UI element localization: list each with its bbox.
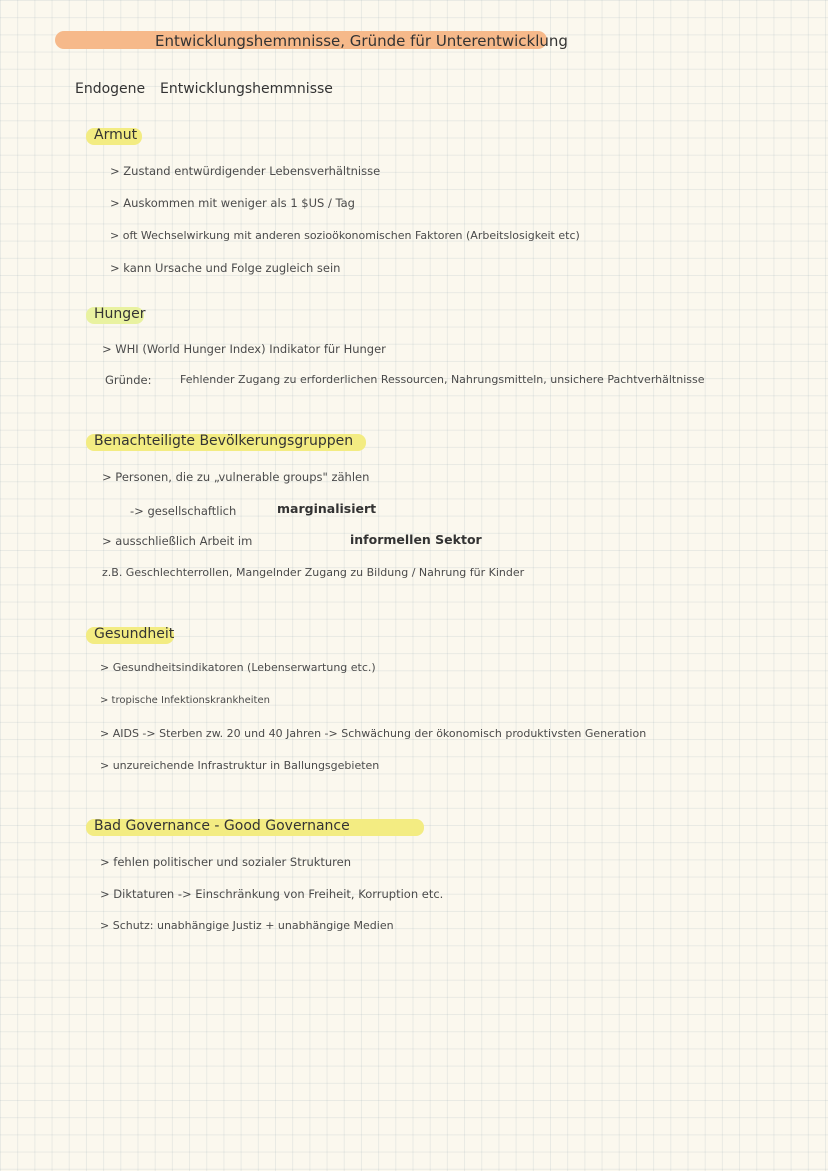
benachteiligte-line-3a: > ausschließlich Arbeit im bbox=[102, 534, 253, 548]
benachteiligte-line-2b: marginalisiert bbox=[277, 501, 377, 516]
hunger-line-1: > WHI (World Hunger Index) Indikator für Hunger bbox=[102, 342, 386, 356]
benachteiligte-line-4: z.B. Geschlechterrollen, Mangelnder Zugang zu Bildung / Nahrung für Kinder bbox=[102, 566, 525, 579]
armut-line-1: > Zustand entwürdigender Lebensverhältnisse bbox=[110, 164, 381, 178]
gesundheit-line-3: > AIDS -> Sterben zw. 20 und 40 Jahren -> Schwächung der ökonomisch produktivsten Generation bbox=[100, 727, 647, 740]
governance-line-2: > Diktaturen -> Einschränkung von Freiheit, Korruption etc. bbox=[100, 887, 444, 901]
governance-heading: Bad Governance - Good Governance bbox=[94, 818, 350, 834]
armut-line-3: > oft Wechselwirkung mit anderen sozioökonomischen Faktoren (Arbeitslosigkeit etc) bbox=[110, 229, 580, 242]
subheading-right: Entwicklungshemmnisse bbox=[160, 81, 333, 97]
page-title: Entwicklungshemmnisse, Gründe für Unterentwicklung bbox=[155, 32, 568, 50]
benachteiligte-line-2a: -> gesellschaftlich bbox=[130, 504, 237, 518]
gesundheit-line-1: > Gesundheitsindikatoren (Lebenserwartung etc.) bbox=[100, 661, 376, 674]
armut-heading: Armut bbox=[94, 127, 138, 143]
hunger-heading: Hunger bbox=[94, 306, 146, 322]
governance-line-1: > fehlen politischer und sozialer Strukturen bbox=[100, 855, 352, 869]
gesundheit-line-4: > unzureichende Infrastruktur in Ballungsgebieten bbox=[100, 759, 380, 772]
hunger-reasons-label: Gründe: bbox=[105, 373, 152, 387]
gesundheit-heading: Gesundheit bbox=[94, 626, 175, 642]
benachteiligte-line-3b: informellen Sektor bbox=[350, 532, 482, 547]
hunger-reasons: Fehlender Zugang zu erforderlichen Ressourcen, Nahrungsmitteln, unsichere Pachtverhältnisse bbox=[180, 373, 705, 386]
benachteiligte-heading: Benachteiligte Bevölkerungsgruppen bbox=[94, 433, 354, 449]
subheading-left: Endogene bbox=[75, 81, 146, 97]
gesundheit-line-2: > tropische Infektionskrankheiten bbox=[100, 695, 270, 706]
armut-line-2: > Auskommen mit weniger als 1 $US / Tag bbox=[110, 196, 355, 210]
armut-line-4: > kann Ursache und Folge zugleich sein bbox=[110, 261, 341, 275]
governance-line-3: > Schutz: unabhängige Justiz + unabhängige Medien bbox=[100, 919, 394, 932]
benachteiligte-line-1: > Personen, die zu „vulnerable groups" zählen bbox=[102, 470, 370, 484]
